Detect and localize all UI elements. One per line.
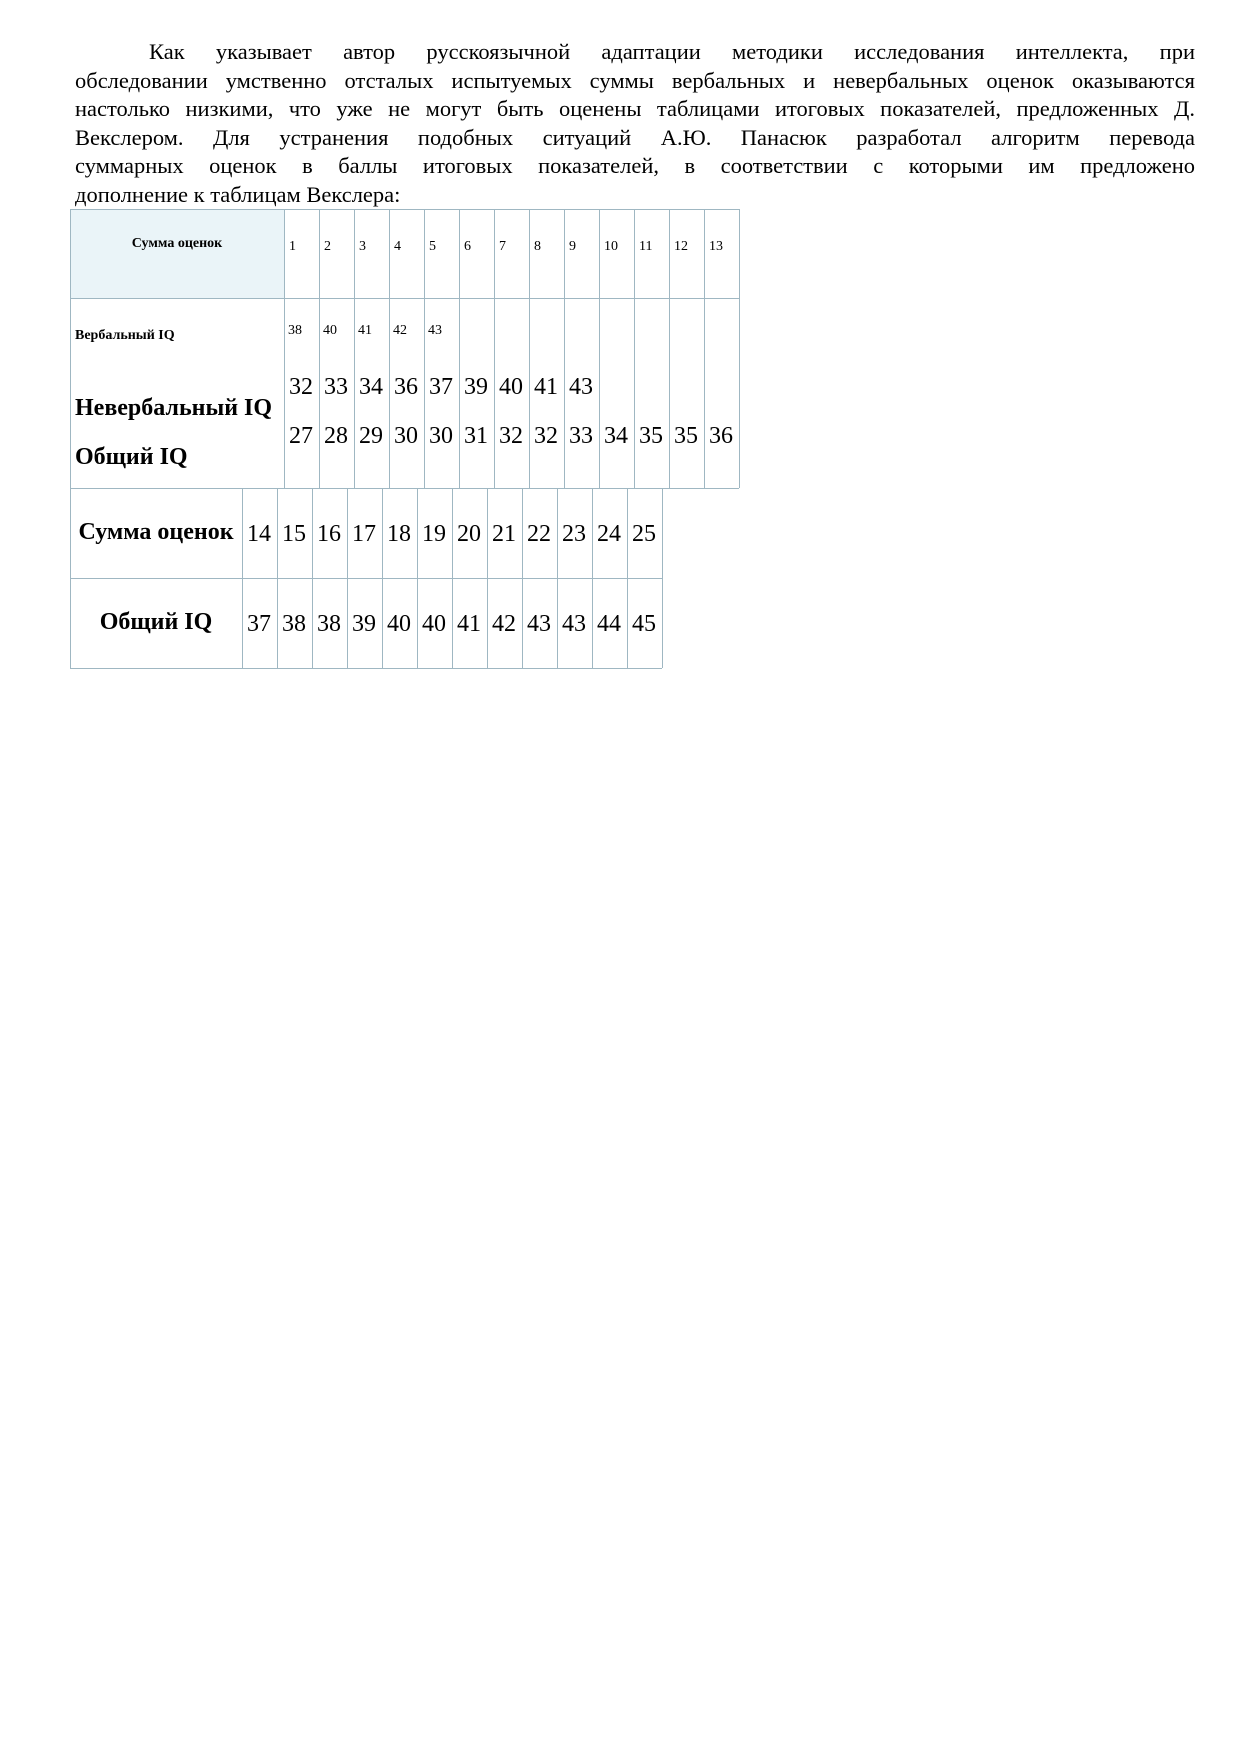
table-rule xyxy=(592,488,593,668)
table1-sum-value: 12 xyxy=(674,239,688,254)
total-iq-value: 34 xyxy=(604,423,628,449)
total-iq-value: 32 xyxy=(534,423,558,449)
table1-sum-value: 1 xyxy=(289,239,296,254)
table-rule xyxy=(634,209,635,488)
table2-total-iq-value: 43 xyxy=(527,611,551,637)
nonverbal-iq-value: 40 xyxy=(499,374,523,400)
paragraph-line: обследовании умственно отсталых испытуемых суммы вербальных и невербальных оценок оказываются xyxy=(75,67,1195,93)
table1-header-label: Сумма оценок xyxy=(131,236,223,251)
table-rule xyxy=(564,209,565,488)
nonverbal-iq-value: 37 xyxy=(429,374,453,400)
total-iq-value: 35 xyxy=(674,423,698,449)
table2-sum-value: 19 xyxy=(422,521,446,547)
table2-total-iq-value: 42 xyxy=(492,611,516,637)
table-rule xyxy=(70,668,662,669)
total-iq-value: 28 xyxy=(324,423,348,449)
table-rule xyxy=(347,488,348,668)
table2-sum-value: 17 xyxy=(352,521,376,547)
table1-sum-value: 9 xyxy=(569,239,576,254)
table2-sum-value: 23 xyxy=(562,521,586,547)
table2-total-iq-label: Общий IQ xyxy=(99,609,213,635)
table-rule xyxy=(459,209,460,488)
table1-sum-value: 7 xyxy=(499,239,506,254)
table-rule xyxy=(70,578,662,579)
table2-sum-value: 18 xyxy=(387,521,411,547)
table1-sum-value: 3 xyxy=(359,239,366,254)
table2-total-iq-value: 38 xyxy=(282,611,306,637)
verbal-iq-value: 42 xyxy=(393,323,407,338)
table2-total-iq-value: 37 xyxy=(247,611,271,637)
table1-sum-value: 13 xyxy=(709,239,723,254)
total-iq-value: 30 xyxy=(429,423,453,449)
verbal-iq-value: 38 xyxy=(288,323,302,338)
table-rule xyxy=(277,488,278,668)
verbal-iq-label: Вербальный IQ xyxy=(75,328,175,343)
verbal-iq-value: 41 xyxy=(358,323,372,338)
table1-sum-value: 8 xyxy=(534,239,541,254)
table2-total-iq-value: 38 xyxy=(317,611,341,637)
table-rule xyxy=(599,209,600,488)
table-rule xyxy=(487,488,488,668)
table2-header-label: Сумма оценок xyxy=(78,519,234,545)
total-iq-value: 27 xyxy=(289,423,313,449)
table2-total-iq-value: 44 xyxy=(597,611,621,637)
total-iq-label: Общий IQ xyxy=(75,444,188,470)
table-rule xyxy=(522,488,523,668)
table2-total-iq-value: 45 xyxy=(632,611,656,637)
table-rule xyxy=(242,488,243,668)
table2-sum-value: 15 xyxy=(282,521,306,547)
table-rule xyxy=(382,488,383,668)
table-rule xyxy=(704,209,705,488)
table2-sum-value: 22 xyxy=(527,521,551,547)
paragraph-line: настолько низкими, что уже не могут быть оценены таблицами итоговых показателей, предложенных Д. xyxy=(75,96,1195,122)
table2-total-iq-value: 40 xyxy=(387,611,411,637)
paragraph-line: Как указывает автор русскоязычной адаптации методики исследования интеллекта, при xyxy=(149,39,1195,64)
table2-sum-value: 14 xyxy=(247,521,271,547)
table2-total-iq-value: 39 xyxy=(352,611,376,637)
table2-total-iq-value: 41 xyxy=(457,611,481,637)
table-rule xyxy=(70,209,739,210)
table2-sum-value: 25 xyxy=(632,521,656,547)
table-rule xyxy=(669,209,670,488)
table1-sum-value: 10 xyxy=(604,239,618,254)
table-rule xyxy=(354,209,355,488)
table-rule xyxy=(627,488,628,668)
nonverbal-iq-value: 34 xyxy=(359,374,383,400)
table-rule xyxy=(557,488,558,668)
table-rule xyxy=(284,209,285,488)
table1-sum-value: 5 xyxy=(429,239,436,254)
total-iq-value: 36 xyxy=(709,423,733,449)
nonverbal-iq-value: 32 xyxy=(289,374,313,400)
total-iq-value: 29 xyxy=(359,423,383,449)
nonverbal-iq-value: 41 xyxy=(534,374,558,400)
nonverbal-iq-label: Невербальный IQ xyxy=(75,395,273,421)
paragraph-line: дополнение к таблицам Векслера: xyxy=(75,181,401,207)
total-iq-value: 35 xyxy=(639,423,663,449)
paragraph-line: суммарных оценок в баллы итоговых показателей, в соответствии с которыми им предложено xyxy=(75,153,1195,179)
table1-sum-value: 11 xyxy=(639,239,653,254)
table2-sum-value: 20 xyxy=(457,521,481,547)
table-rule xyxy=(417,488,418,668)
table1-sum-value: 6 xyxy=(464,239,471,254)
table2-total-iq-value: 40 xyxy=(422,611,446,637)
table-rule xyxy=(319,209,320,488)
table1-sum-value: 4 xyxy=(394,239,401,254)
table-rule xyxy=(739,209,740,488)
table-rule xyxy=(662,488,663,668)
table1-sum-value: 2 xyxy=(324,239,331,254)
table-rule xyxy=(494,209,495,488)
table1-header-cell xyxy=(70,209,284,298)
table2-sum-value: 16 xyxy=(317,521,341,547)
paragraph-line: Векслером. Для устранения подобных ситуаций А.Ю. Панасюк разработал алгоритм перевода xyxy=(75,124,1195,150)
total-iq-value: 30 xyxy=(394,423,418,449)
total-iq-value: 33 xyxy=(569,423,593,449)
table-rule xyxy=(529,209,530,488)
table-rule xyxy=(452,488,453,668)
table-rule xyxy=(70,488,71,668)
total-iq-value: 32 xyxy=(499,423,523,449)
total-iq-value: 31 xyxy=(464,423,488,449)
table-rule xyxy=(70,298,739,299)
table-rule xyxy=(389,209,390,488)
intro-paragraph xyxy=(75,38,1195,210)
table-rule xyxy=(70,488,739,489)
verbal-iq-value: 43 xyxy=(428,323,442,338)
nonverbal-iq-value: 33 xyxy=(324,374,348,400)
table2-total-iq-value: 43 xyxy=(562,611,586,637)
table-rule xyxy=(424,209,425,488)
nonverbal-iq-value: 36 xyxy=(394,374,418,400)
nonverbal-iq-value: 43 xyxy=(569,374,593,400)
table2-sum-value: 24 xyxy=(597,521,621,547)
verbal-iq-value: 40 xyxy=(323,323,337,338)
table2-sum-value: 21 xyxy=(492,521,516,547)
nonverbal-iq-value: 39 xyxy=(464,374,488,400)
table-rule xyxy=(312,488,313,668)
